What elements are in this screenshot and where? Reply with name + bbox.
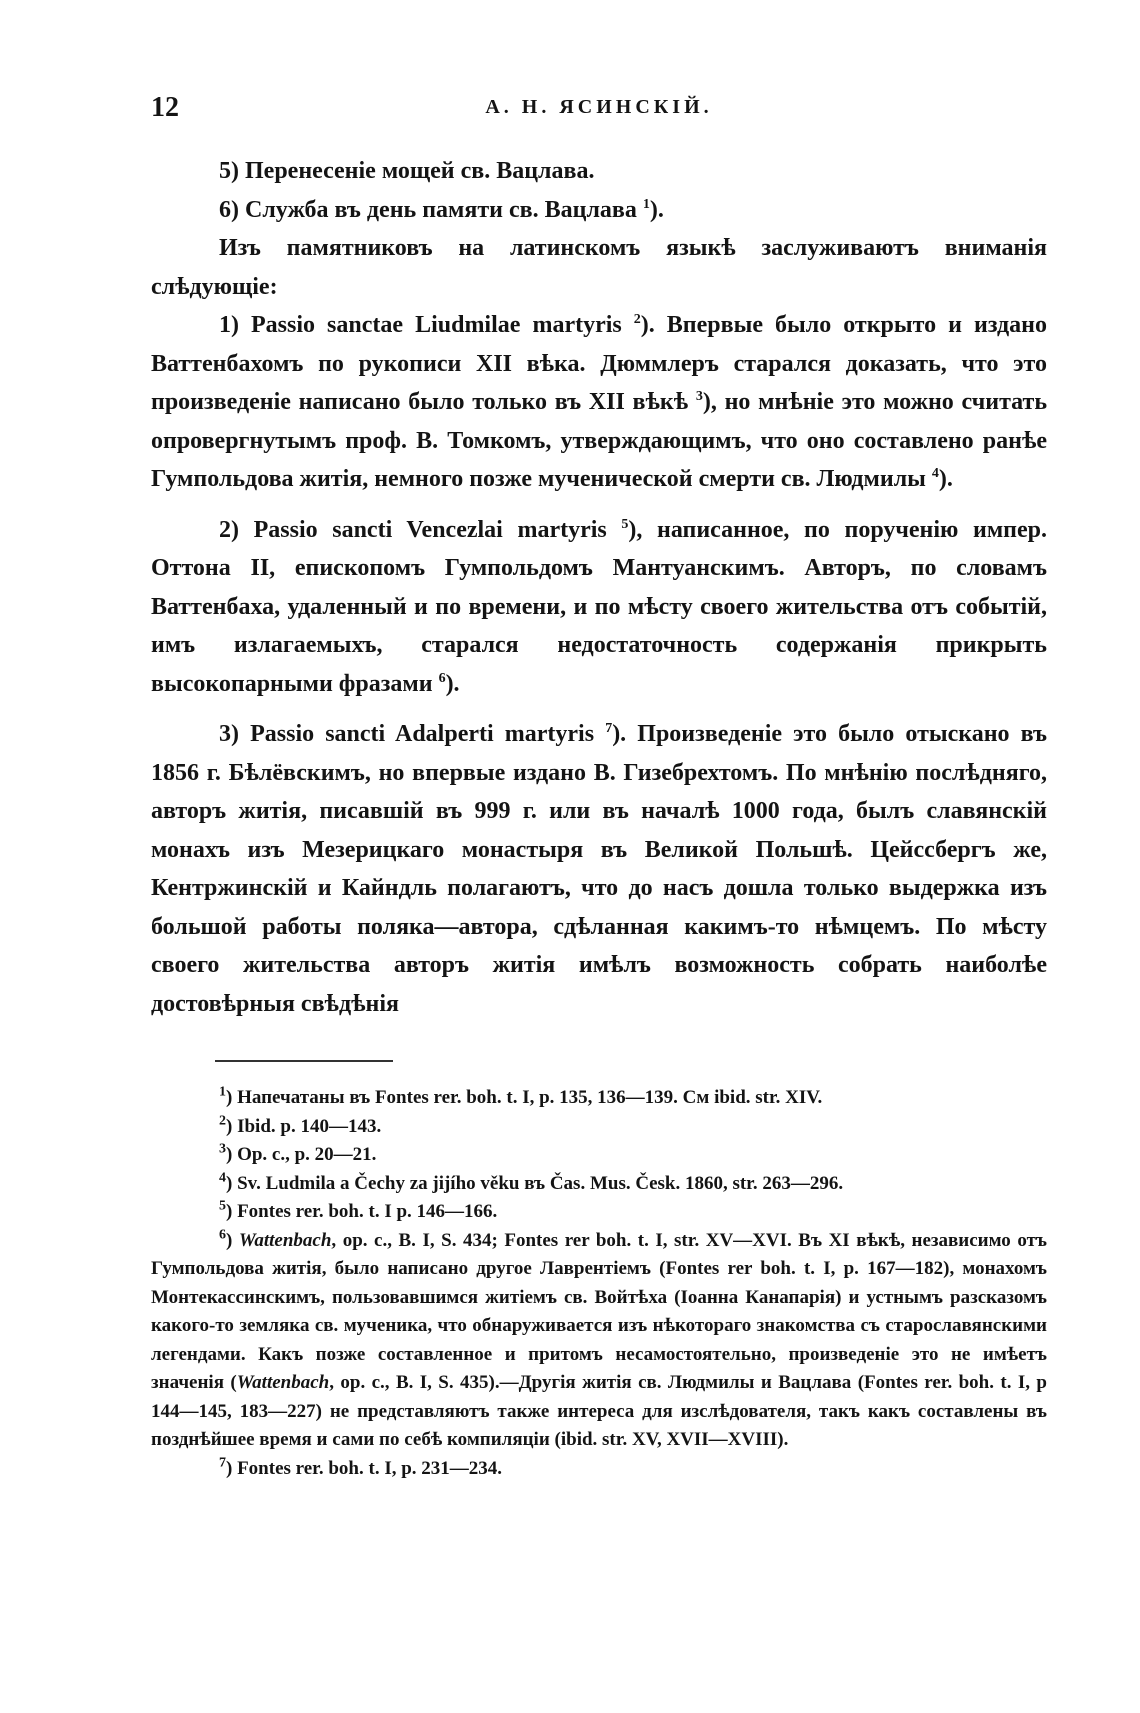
paragraph-2: 2) Passio sancti Vencezlai martyris $^5$), написанное, по порученію импер. Оттона II, епископомъ Гумпольдомъ Мантуанскимъ. Авторъ, по словамъ Ваттенбаха, удаленный и по времени, и по мѣсту своего жительства отъ событій, имъ излагаемыхъ, старался недостаточность содержанія прикрыть высокопарными фразами $^6$). (151, 516, 1047, 697)
footnote-ref: 4 (931, 466, 939, 481)
footnote-ref: 7 (605, 721, 613, 736)
footnote-ref: 2 (633, 312, 641, 327)
footnote-5: $^5$) Fontes rer. boh. t. I p. 146—166. (219, 1198, 498, 1222)
list-item-6: 6) Служба въ день памяти св. Вацлава $^1$). (219, 196, 664, 223)
footnotes (151, 1084, 1047, 1483)
page-number: 12 (151, 92, 179, 123)
paragraph-3: 3) Passio sancti Adalperti martyris $^7$). Произведеніе это было отыскано въ 1856 г. Бѣлёвскимъ, но впервые издано В. Гизебрехтомъ. По мнѣнію послѣдняго, авторъ житія, писавшій въ 999 г. или въ началѣ 1000 года, былъ славянскій монахъ изъ Мезерицкаго монастыря въ Великой Польшѣ. Цейссбергъ же, Кентржинскій и Кайндль полагаютъ, что до насъ дошла только выдержка изъ большой работы поляка—автора, сдѣланная какимъ-то нѣмцемъ. По мѣсту своего жительства авторъ житія имѣлъ возможность собрать наиболѣе достовѣрныя свѣдѣнія (151, 721, 1048, 1017)
footnote-6: $^6$) Wattenbach, op. c., B. I, S. 434; Fontes rer boh. t. I, str. XV—XVI. Въ XI вѣкѣ, независимо отъ Гумпольдова житія, было написано другое Лаврентіемъ (Fontes rer boh. t. I, p. 167—182), монахомъ Монтекассинскимъ, пользовавшимся житіемъ св. Войтѣха (Іоанна Канапарія) и устнымъ разсказомъ какого-то земляка св. мученика, что обнаруживается изъ нѣкотораго знакомства съ старославянскими легендами. Какъ позже составленное и притомъ несамостоятельно, произведеніе это не имѣетъ значенія (Wattenbach, op. c., B. I, S. 435).—Другія житія св. Людмилы и Вацлава (Fontes rer. boh. t. I, p 144—145, 183—227) не представляютъ также интереса для изслѣдователя, такъ какъ составлены въ позднѣйшее время и сами по себѣ компиляціи (ibid. str. XV, XVII—XVIII). (151, 1227, 1047, 1450)
footnote-2: $^2$) Ibid. p. 140—143. (219, 1113, 382, 1137)
footnote-4: $^4$) Sv. Ludmila a Čechy za jijího věku въ Čas. Mus. Česk. 1860, str. 263—296. (219, 1170, 844, 1194)
paragraph-1: 1) Passio sanctae Liudmilae martyris $^2$). Впервые было открыто и издано Ваттенбахомъ по рукописи XII вѣка. Дюммлеръ старался доказать, что это произведеніе написано было только въ XII вѣкѣ $^3$), но мнѣніе это можно считать опровергнутымъ проф. В. Томкомъ, утверждающимъ, что оно составлено ранѣе Гумпольдова житія, немного позже мученической смерти св. Людмилы $^4$). (151, 312, 1048, 492)
intro-paragraph: Изъ памятниковъ на латинскомъ языкѣ заслуживаютъ вниманія слѣдующіе: (151, 235, 1047, 300)
footnote-3: $^3$) Op. c., p. 20—21. (219, 1141, 377, 1165)
list-item-5: 5) Перенесеніе мощей св. Вацлава. (219, 158, 595, 184)
footnote-ref: 6 (438, 670, 446, 686)
footnote-ref: 3 (695, 389, 703, 404)
footnote-ref: 1 (642, 196, 650, 212)
page-header (151, 92, 1047, 132)
main-text (151, 152, 1047, 1023)
footnote-1: $^1$) Напечатаны въ Fontes rer. boh. t. I, p. 135, 136—139. См ibid. str. XIV. (219, 1084, 823, 1108)
footnote-ref: 5 (621, 516, 629, 532)
footnote-7: $^7$) Fontes rer. boh. t. I, p. 231—234. (219, 1455, 503, 1479)
footnote-divider (215, 1060, 393, 1062)
running-head: А. Н. ЯСИНСКІЙ. (485, 96, 713, 118)
